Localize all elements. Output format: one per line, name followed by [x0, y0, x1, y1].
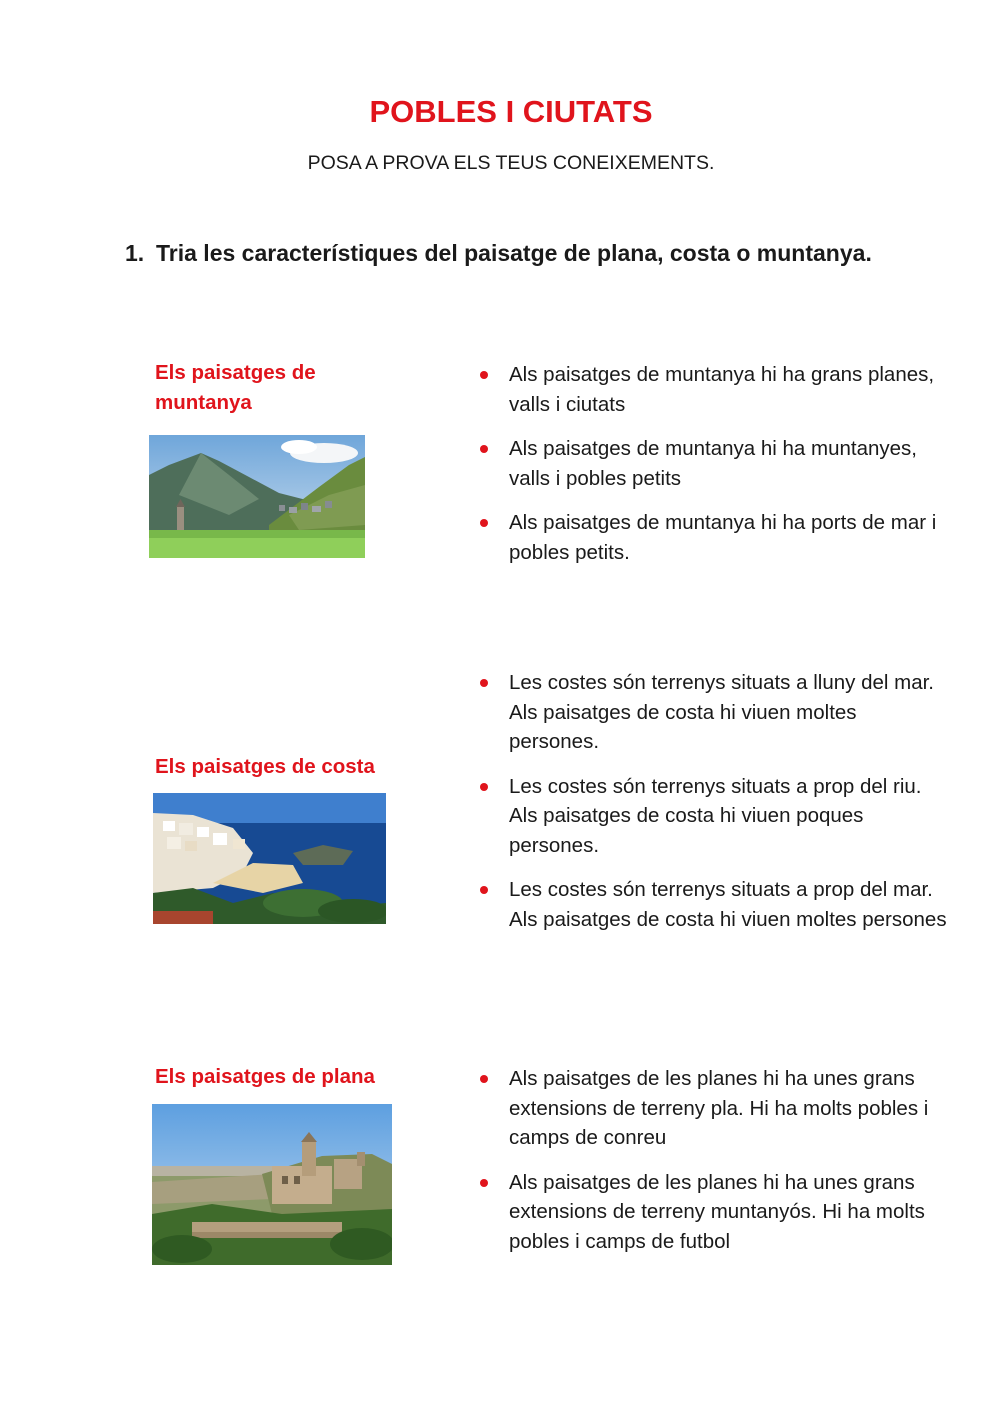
option-costa-3[interactable] [478, 875, 948, 934]
option-plana-2[interactable] [478, 1168, 948, 1257]
option-costa-2[interactable] [478, 772, 948, 861]
option-label: Als paisatges de les planes hi ha unes grans extensions de terreny pla. Hi ha molts pobles i camps de conreu [509, 1067, 929, 1149]
bullet-icon [480, 371, 488, 379]
question-number: 1. [125, 240, 145, 266]
section-title-costa: Els paisatges de costa [155, 755, 375, 778]
bullet-icon [480, 1075, 488, 1083]
bullet-icon [480, 445, 488, 453]
options-costa [478, 668, 948, 949]
option-muntanya-1[interactable] [478, 360, 948, 419]
option-label: Les costes són terrenys situats a lluny del mar. Als paisatges de costa hi viuen moltes persones. [509, 671, 935, 753]
option-label: Les costes són terrenys situats a prop del mar. Als paisatges de costa hi viuen moltes persones [509, 878, 947, 931]
option-plana-1[interactable] [478, 1064, 948, 1153]
coast-landscape-photo [153, 793, 386, 924]
bullet-icon [480, 519, 488, 527]
option-label: Als paisatges de les planes hi ha unes grans extensions de terreny muntanyós. Hi ha molts pobles i camps de futbol [509, 1170, 925, 1253]
section-title-muntanya: Els paisatges de muntanya [155, 361, 316, 414]
page-subtitle: POSA A PROVA ELS TEUS CONEIXEMENTS. [307, 152, 715, 174]
options-muntanya [478, 360, 948, 582]
plain-landscape-photo [152, 1104, 392, 1265]
question-1 [125, 236, 885, 270]
option-label: Als paisatges de muntanya hi ha grans planes, valls i ciutats [509, 363, 935, 416]
option-label: Les costes són terrenys situats a prop del riu. Als paisatges de costa hi viuen poques persones. [509, 774, 922, 857]
option-label: Als paisatges de muntanya hi ha ports de mar i pobles petits. [509, 511, 937, 564]
option-muntanya-2[interactable] [478, 434, 948, 493]
mountain-landscape-photo [149, 435, 365, 558]
bullet-icon [480, 1179, 488, 1187]
section-title-plana: Els paisatges de plana [155, 1065, 375, 1088]
bullet-icon [480, 886, 488, 894]
option-label: Als paisatges de muntanya hi ha muntanyes, valls i pobles petits [509, 437, 917, 490]
bullet-icon [480, 679, 488, 687]
option-costa-1[interactable] [478, 668, 948, 757]
page-title: POBLES I CIUTATS [369, 94, 653, 129]
question-text: Tria les característiques del paisatge de plana, costa o muntanya. [156, 240, 872, 266]
option-muntanya-3[interactable] [478, 508, 948, 567]
bullet-icon [480, 783, 488, 791]
options-plana [478, 1064, 948, 1271]
